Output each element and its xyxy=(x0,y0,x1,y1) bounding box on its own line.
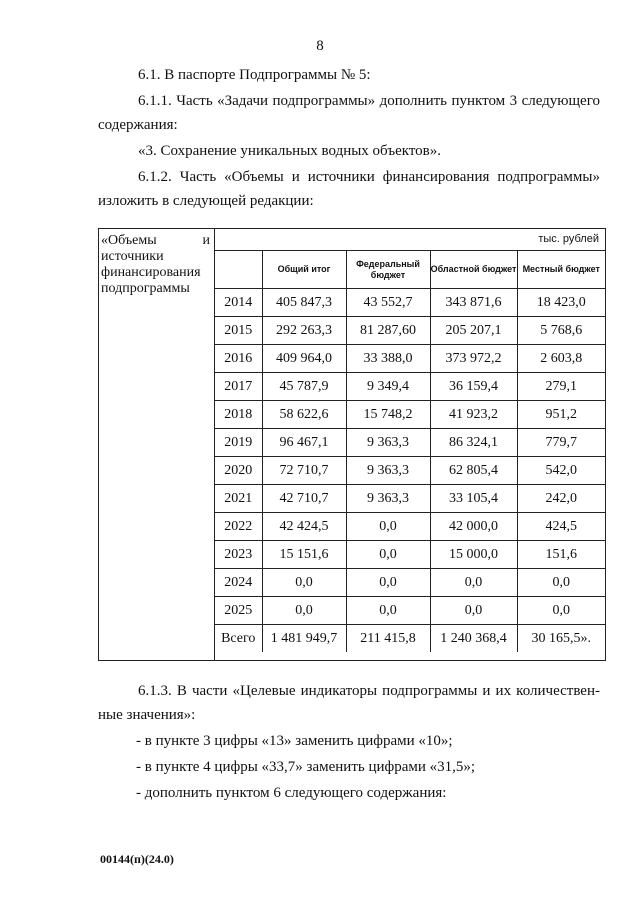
value-cell: 1 481 949,7 xyxy=(262,625,346,653)
value-cell: 9 363,3 xyxy=(346,485,430,513)
label-line4: подпрограммы xyxy=(101,281,190,296)
value-cell: 0,0 xyxy=(346,569,430,597)
year-cell: 2018 xyxy=(215,401,262,429)
paragraph-6-1-1-line1: 6.1.1. Часть «Задачи подпрограммы» дополнить пунктом 3 следующего xyxy=(138,93,600,109)
value-cell: 405 847,3 xyxy=(262,289,346,317)
value-cell: 72 710,7 xyxy=(262,457,346,485)
value-cell: 424,5 xyxy=(517,513,605,541)
label-line3: финансирования xyxy=(101,265,201,280)
value-cell: 242,0 xyxy=(517,485,605,513)
value-cell: 36 159,4 xyxy=(430,373,517,401)
year-cell: 2020 xyxy=(215,457,262,485)
value-cell: 0,0 xyxy=(262,597,346,625)
table-header-row xyxy=(215,251,605,289)
paragraph-6-1-1-line2: содержания: xyxy=(98,117,178,133)
value-cell: 15 151,6 xyxy=(262,541,346,569)
paragraph-6-1-3-line1: 6.1.3. В части «Целевые индикаторы подпрограммы и их количествен- xyxy=(138,683,600,699)
value-cell: 951,2 xyxy=(517,401,605,429)
value-cell: 9 349,4 xyxy=(346,373,430,401)
table-row xyxy=(215,317,605,345)
financing-label-cell xyxy=(99,229,215,660)
column-header: Общий итог xyxy=(262,251,346,289)
financing-grid xyxy=(215,229,605,652)
value-cell: 42 000,0 xyxy=(430,513,517,541)
value-cell: 42 424,5 xyxy=(262,513,346,541)
financing-table xyxy=(98,228,606,661)
table-row xyxy=(215,569,605,597)
value-cell: 58 622,6 xyxy=(262,401,346,429)
value-cell: 409 964,0 xyxy=(262,345,346,373)
value-cell: 0,0 xyxy=(346,541,430,569)
year-cell: 2023 xyxy=(215,541,262,569)
value-cell: 96 467,1 xyxy=(262,429,346,457)
paragraph-quote-3: «3. Сохранение уникальных водных объектов». xyxy=(138,143,442,159)
year-cell: 2025 xyxy=(215,597,262,625)
value-cell: 0,0 xyxy=(262,569,346,597)
financing-data-table xyxy=(215,251,605,652)
value-cell: 1 240 368,4 xyxy=(430,625,517,653)
value-cell: 151,6 xyxy=(517,541,605,569)
value-cell: 9 363,3 xyxy=(346,429,430,457)
list-item-3: - дополнить пунктом 6 следующего содержания: xyxy=(136,785,447,801)
column-header: Федеральный бюджет xyxy=(346,251,430,289)
value-cell: 81 287,60 xyxy=(346,317,430,345)
value-cell: 211 415,8 xyxy=(346,625,430,653)
value-cell: 373 972,2 xyxy=(430,345,517,373)
year-cell: 2015 xyxy=(215,317,262,345)
document-code: 00144(п)(24.0) xyxy=(100,852,174,866)
year-cell: 2022 xyxy=(215,513,262,541)
label-line1-word1: «Объемы xyxy=(101,233,157,248)
value-cell: 62 805,4 xyxy=(430,457,517,485)
year-cell: 2021 xyxy=(215,485,262,513)
value-cell: 343 871,6 xyxy=(430,289,517,317)
year-cell: Всего xyxy=(215,625,262,653)
paragraph-6-1-3-line2: ные значения»: xyxy=(98,707,196,723)
table-row xyxy=(215,457,605,485)
value-cell: 9 363,3 xyxy=(346,457,430,485)
column-header: Местный бюджет xyxy=(517,251,605,289)
table-row xyxy=(215,373,605,401)
year-cell: 2019 xyxy=(215,429,262,457)
table-row xyxy=(215,625,605,653)
value-cell: 42 710,7 xyxy=(262,485,346,513)
value-cell: 33 388,0 xyxy=(346,345,430,373)
table-row xyxy=(215,597,605,625)
unit-label: тыс. рублей xyxy=(215,229,605,251)
value-cell: 779,7 xyxy=(517,429,605,457)
value-cell: 30 165,5». xyxy=(517,625,605,653)
value-cell: 43 552,7 xyxy=(346,289,430,317)
value-cell: 2 603,8 xyxy=(517,345,605,373)
table-row xyxy=(215,541,605,569)
paragraph-6-1-2-line2: изложить в следующей редакции: xyxy=(98,193,314,209)
value-cell: 205 207,1 xyxy=(430,317,517,345)
table-row xyxy=(215,513,605,541)
table-row xyxy=(215,429,605,457)
value-cell: 542,0 xyxy=(517,457,605,485)
year-cell: 2016 xyxy=(215,345,262,373)
value-cell: 5 768,6 xyxy=(517,317,605,345)
paragraph-6-1-2-line1: 6.1.2. Часть «Объемы и источники финансирования подпрограммы» xyxy=(138,169,600,185)
value-cell: 279,1 xyxy=(517,373,605,401)
value-cell: 0,0 xyxy=(517,597,605,625)
value-cell: 292 263,3 xyxy=(262,317,346,345)
value-cell: 0,0 xyxy=(346,597,430,625)
table-row xyxy=(215,345,605,373)
value-cell: 86 324,1 xyxy=(430,429,517,457)
page-number: 8 xyxy=(316,38,324,54)
year-cell: 2017 xyxy=(215,373,262,401)
value-cell: 41 923,2 xyxy=(430,401,517,429)
table-row xyxy=(215,289,605,317)
list-item-1: - в пункте 3 цифры «13» заменить цифрами «10»; xyxy=(136,733,453,749)
table-row xyxy=(215,485,605,513)
year-cell: 2024 xyxy=(215,569,262,597)
year-cell: 2014 xyxy=(215,289,262,317)
value-cell: 0,0 xyxy=(346,513,430,541)
value-cell: 18 423,0 xyxy=(517,289,605,317)
value-cell: 33 105,4 xyxy=(430,485,517,513)
value-cell: 45 787,9 xyxy=(262,373,346,401)
value-cell: 0,0 xyxy=(517,569,605,597)
value-cell: 15 748,2 xyxy=(346,401,430,429)
value-cell: 0,0 xyxy=(430,569,517,597)
list-item-2: - в пункте 4 цифры «33,7» заменить цифрами «31,5»; xyxy=(136,759,476,775)
value-cell: 15 000,0 xyxy=(430,541,517,569)
value-cell: 0,0 xyxy=(430,597,517,625)
column-header: Областной бюджет xyxy=(430,251,517,289)
paragraph-6-1: 6.1. В паспорте Подпрограммы № 5: xyxy=(138,67,371,83)
label-line2: источники xyxy=(101,249,164,264)
column-header xyxy=(215,251,262,289)
table-row xyxy=(215,401,605,429)
label-line1-word2: и xyxy=(202,233,210,248)
